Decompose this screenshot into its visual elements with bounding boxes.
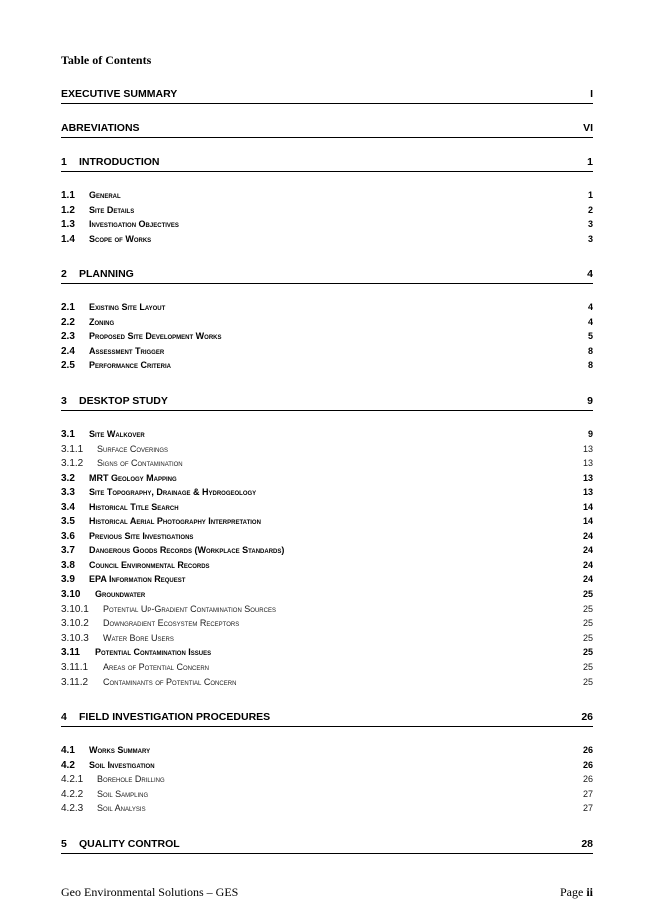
toc-entry[interactable]	[61, 473, 593, 486]
toc-entry-title: PLANNING	[79, 268, 134, 280]
toc-entry-title: Performance Criteria	[89, 360, 172, 370]
toc-entry-number: 4.1	[61, 745, 75, 756]
toc-entry-number: 1.4	[61, 234, 75, 245]
toc-entry[interactable]	[61, 346, 593, 359]
toc-entry-title: Soil Investigation	[89, 760, 155, 770]
toc-entry-page: 13	[582, 458, 593, 468]
toc-entry[interactable]	[61, 429, 593, 442]
toc-entry-title: FIELD INVESTIGATION PROCEDURES	[79, 711, 271, 723]
toc-entry-page: 25	[582, 589, 593, 599]
toc-entry-page: 8	[587, 360, 593, 370]
toc-entry-title: INTRODUCTION	[79, 156, 160, 168]
toc-entry-title: Site Walkover	[89, 429, 145, 439]
toc-entry-number: 4.2	[61, 760, 75, 771]
toc-title: Table of Contents	[61, 53, 152, 67]
toc-entry-page: I	[590, 88, 593, 100]
toc-entry-title: Proposed Site Development Works	[89, 331, 222, 341]
toc-entry[interactable]	[61, 531, 593, 544]
toc-entry-number: 4.2.3	[61, 803, 84, 814]
toc-entry-number: 3.11	[61, 647, 80, 658]
toc-entry-number: 3.9	[61, 574, 75, 585]
toc-entry-number: 3.6	[61, 531, 75, 542]
toc-entry-number: 2.5	[61, 360, 75, 371]
toc-entry-number: 3.3	[61, 487, 75, 498]
toc-entry-page: 9	[587, 395, 593, 407]
toc-entry[interactable]	[61, 331, 593, 344]
toc-entry-page: 26	[582, 774, 593, 784]
toc-entry-title: Investigation Objectives	[89, 219, 179, 229]
toc-entry[interactable]	[61, 317, 593, 330]
toc-entry[interactable]	[61, 589, 593, 602]
toc-entry-number: 3.10.3	[61, 633, 89, 644]
toc-entry-number: 3.10.1	[61, 604, 89, 615]
toc-entry-page: 25	[582, 662, 593, 672]
toc-entry-title: Water Bore Users	[103, 633, 174, 643]
toc-entry-title: Scope of Works	[89, 234, 152, 244]
toc-entry-number: 3.8	[61, 560, 75, 571]
toc-entry-number: 3.2	[61, 473, 75, 484]
toc-entry-number: 1.1	[61, 190, 75, 201]
toc-entry-page: 8	[587, 346, 593, 356]
toc-entry-number: 4.2.2	[61, 789, 84, 800]
toc-entry[interactable]	[61, 205, 593, 218]
toc-entry-title: Site Topography, Drainage & Hydrogeology	[89, 487, 257, 497]
toc-entry-page: 24	[582, 531, 593, 541]
toc-entry-number: 3.1.1	[61, 444, 84, 455]
toc-entry[interactable]	[61, 560, 593, 573]
toc-entry[interactable]	[61, 444, 593, 457]
toc-entry-page: 4	[587, 302, 593, 312]
toc-entry-title: Potential Contamination Issues	[95, 647, 212, 657]
toc-entry-title: Downgradient Ecosystem Receptors	[103, 618, 240, 628]
toc-entry[interactable]	[61, 395, 593, 411]
toc-entry-page: VI	[583, 122, 593, 134]
toc-entry-page: 26	[582, 745, 593, 755]
toc-entry[interactable]	[61, 574, 593, 587]
toc-entry[interactable]	[61, 633, 593, 646]
toc-entry[interactable]	[61, 234, 593, 247]
toc-entry-title: Existing Site Layout	[89, 302, 166, 312]
toc-entry-number: 2.4	[61, 346, 75, 357]
toc-entry[interactable]	[61, 789, 593, 802]
toc-entry-number: 3.11.1	[61, 662, 89, 673]
toc-entry-number: 4.2.1	[61, 774, 84, 785]
toc-entry-title: General	[89, 190, 121, 200]
toc-entry-page: 3	[587, 234, 593, 244]
toc-entry-number: 1.3	[61, 219, 75, 230]
toc-entry-page: 25	[582, 618, 593, 628]
toc-entry-number: 3.5	[61, 516, 75, 527]
toc-entry[interactable]	[61, 360, 593, 373]
toc-entry-number: 3.7	[61, 545, 75, 556]
toc-entry-page: 24	[582, 574, 593, 584]
toc-entry-page: 14	[582, 502, 593, 512]
toc-entry[interactable]	[61, 487, 593, 500]
toc-entry[interactable]	[61, 219, 593, 232]
toc-entry-number: 3.4	[61, 502, 75, 513]
toc-entry-title: Contaminants of Potential Concern	[103, 677, 237, 687]
toc-entry-page: 4	[587, 317, 593, 327]
toc-entry-page: 4	[587, 268, 593, 280]
toc-entry-page: 25	[582, 647, 593, 657]
toc-entry-title: Soil Sampling	[97, 789, 149, 799]
toc-entry-number: 2.3	[61, 331, 75, 342]
footer-page	[560, 885, 593, 900]
toc-entry[interactable]	[61, 88, 593, 104]
toc-entry[interactable]	[61, 662, 593, 675]
toc-entry[interactable]	[61, 122, 593, 138]
page-footer	[61, 885, 593, 900]
toc-entry-number: 1	[61, 156, 67, 168]
toc-entry-number: 1.2	[61, 205, 75, 216]
toc-entry-title: EXECUTIVE SUMMARY	[61, 88, 178, 100]
toc-entry-title: ABREVIATIONS	[61, 122, 140, 134]
toc-entry-page: 25	[582, 677, 593, 687]
toc-entry-page: 14	[582, 516, 593, 526]
toc-entry-page: 26	[581, 711, 593, 723]
toc-entry-title: Previous Site Investigations	[89, 531, 194, 541]
toc-entry[interactable]	[61, 774, 593, 787]
toc-entry[interactable]	[61, 618, 593, 631]
toc-entry-page: 26	[582, 760, 593, 770]
toc-entry-number: 2.2	[61, 317, 75, 328]
toc-entry[interactable]	[61, 502, 593, 515]
toc-entry-page: 24	[582, 545, 593, 555]
toc-entry[interactable]	[61, 545, 593, 558]
toc-entry-number: 3.11.2	[61, 677, 89, 688]
toc-entry[interactable]	[61, 838, 593, 854]
toc-entry-number: 3.10	[61, 589, 81, 600]
toc-entry[interactable]	[61, 677, 593, 690]
toc-entry-title: Historical Title Search	[89, 502, 179, 512]
toc-entry-title: Soil Analysis	[97, 803, 146, 813]
toc-entry[interactable]	[61, 302, 593, 315]
toc-entry-page: 27	[582, 803, 593, 813]
toc-entry-title: Borehole Drilling	[97, 774, 165, 784]
toc-entry-page: 5	[587, 331, 593, 341]
toc-entry-title: Surface Coverings	[97, 444, 169, 454]
toc-entry-number: 3.10.2	[61, 618, 89, 629]
toc-entry-title: Groundwater	[95, 589, 146, 599]
toc-entry-number: 3.1.2	[61, 458, 84, 469]
footer-page-number: ii	[586, 885, 593, 899]
toc-entry-page: 1	[587, 156, 593, 168]
toc-entry[interactable]	[61, 760, 593, 773]
toc-entry-number: 2	[61, 268, 67, 280]
toc-entry-page: 9	[587, 429, 593, 439]
toc-entry-title: Works Summary	[89, 745, 151, 755]
toc-entry-title: Site Details	[89, 205, 135, 215]
toc-entry-title: EPA Information Request	[89, 574, 186, 584]
toc-entry-title: Signs of Contamination	[97, 458, 183, 468]
toc-entry-title: Potential Up-Gradient Contamination Sources	[103, 604, 276, 614]
toc-entry[interactable]	[61, 190, 593, 203]
toc-entry-number: 4	[61, 711, 67, 723]
footer-page-label: Page	[560, 885, 584, 899]
toc-entry[interactable]	[61, 268, 593, 284]
toc-entry[interactable]	[61, 156, 593, 172]
toc-entry[interactable]	[61, 604, 593, 617]
toc-entry[interactable]	[61, 711, 593, 727]
toc-entry-title: Areas of Potential Concern	[103, 662, 210, 672]
toc-entry-title: QUALITY CONTROL	[79, 838, 180, 850]
toc-entry-title: Council Environmental Records	[89, 560, 210, 570]
toc-entry-page: 27	[582, 789, 593, 799]
toc-entry-title: Assessment Trigger	[89, 346, 165, 356]
toc-entry-title: MRT Geology Mapping	[89, 473, 177, 483]
footer-company: Geo Environmental Solutions – GES	[61, 885, 239, 899]
toc-entry[interactable]	[61, 745, 593, 758]
toc-entry-page: 13	[582, 444, 593, 454]
toc-entry-title: Zoning	[89, 317, 115, 327]
toc-entry-title: Dangerous Goods Records (Workplace Standards)	[89, 545, 285, 555]
toc-entry-page: 3	[587, 219, 593, 229]
toc-entry-page: 24	[582, 560, 593, 570]
toc-entry-number: 3	[61, 395, 67, 407]
toc-entry-page: 28	[581, 838, 593, 850]
toc-entry[interactable]	[61, 803, 593, 816]
toc-entry-page: 1	[587, 190, 593, 200]
toc-entry-page: 25	[582, 633, 593, 643]
toc-entry[interactable]	[61, 647, 593, 660]
toc-entry-page: 13	[582, 473, 593, 483]
toc-entry-page: 13	[582, 487, 593, 497]
toc-entry-number: 3.1	[61, 429, 75, 440]
toc-entry-page: 25	[582, 604, 593, 614]
toc-entry[interactable]	[61, 458, 593, 471]
toc-entry-title: DESKTOP STUDY	[79, 395, 168, 407]
toc-entry-number: 5	[61, 838, 67, 850]
toc-entry[interactable]	[61, 516, 593, 529]
toc-entry-number: 2.1	[61, 302, 75, 313]
toc-entry-title: Historical Aerial Photography Interpretation	[89, 516, 261, 526]
toc-entry-page: 2	[587, 205, 593, 215]
